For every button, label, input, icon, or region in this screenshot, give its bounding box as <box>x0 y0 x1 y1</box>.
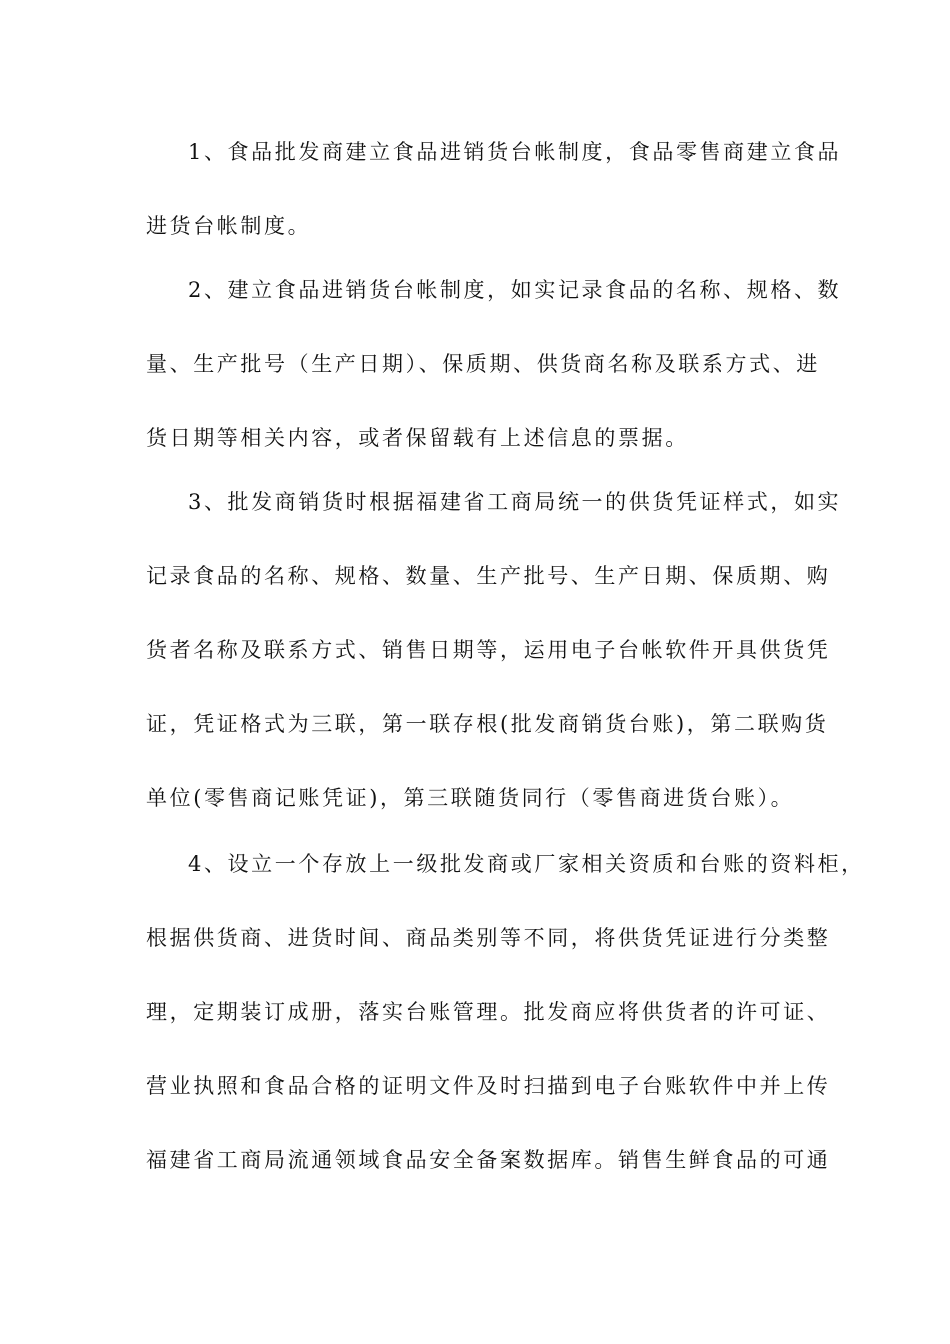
paragraph-4-line-1: 4、设立一个存放上一级批发商或厂家相关资质和台账的资料柜， <box>188 852 865 876</box>
paragraph-4-line-3: 理，定期装订成册，落实台账管理。批发商应将供货者的许可证、 <box>146 1000 831 1024</box>
paragraph-1-line-1: 1、食品批发商建立食品进销货台帐制度，食品零售商建立食品 <box>188 140 842 164</box>
paragraph-4-line-4: 营业执照和食品合格的证明文件及时扫描到电子台账软件中并上传 <box>146 1074 831 1098</box>
paragraph-4-line-5: 福建省工商局流通领域食品安全备案数据库。销售生鲜食品的可通 <box>146 1148 831 1172</box>
paragraph-3-line-3: 货者名称及联系方式、销售日期等，运用电子台帐软件开具供货凭 <box>146 638 831 662</box>
paragraph-3-line-5: 单位(零售商记账凭证)，第三联随货同行（零售商进货台账）。 <box>146 786 795 810</box>
paragraph-3-line-4: 证，凭证格式为三联，第一联存根(批发商销货台账)，第二联购货 <box>146 712 829 736</box>
paragraph-3-line-1: 3、批发商销货时根据福建省工商局统一的供货凭证样式，如实 <box>188 490 842 514</box>
paragraph-4-line-2: 根据供货商、进货时间、商品类别等不同，将供货凭证进行分类整 <box>146 926 831 950</box>
paragraph-1-line-2: 进货台帐制度。 <box>146 214 312 238</box>
paragraph-2-line-1: 2、建立食品进销货台帐制度，如实记录食品的名称、规格、数 <box>188 278 842 302</box>
paragraph-2-line-3: 货日期等相关内容，或者保留载有上述信息的票据。 <box>146 426 689 450</box>
paragraph-3-line-2: 记录食品的名称、规格、数量、生产批号、生产日期、保质期、购 <box>146 564 831 588</box>
paragraph-2-line-2: 量、生产批号（生产日期）、保质期、供货商名称及联系方式、进 <box>146 352 820 376</box>
